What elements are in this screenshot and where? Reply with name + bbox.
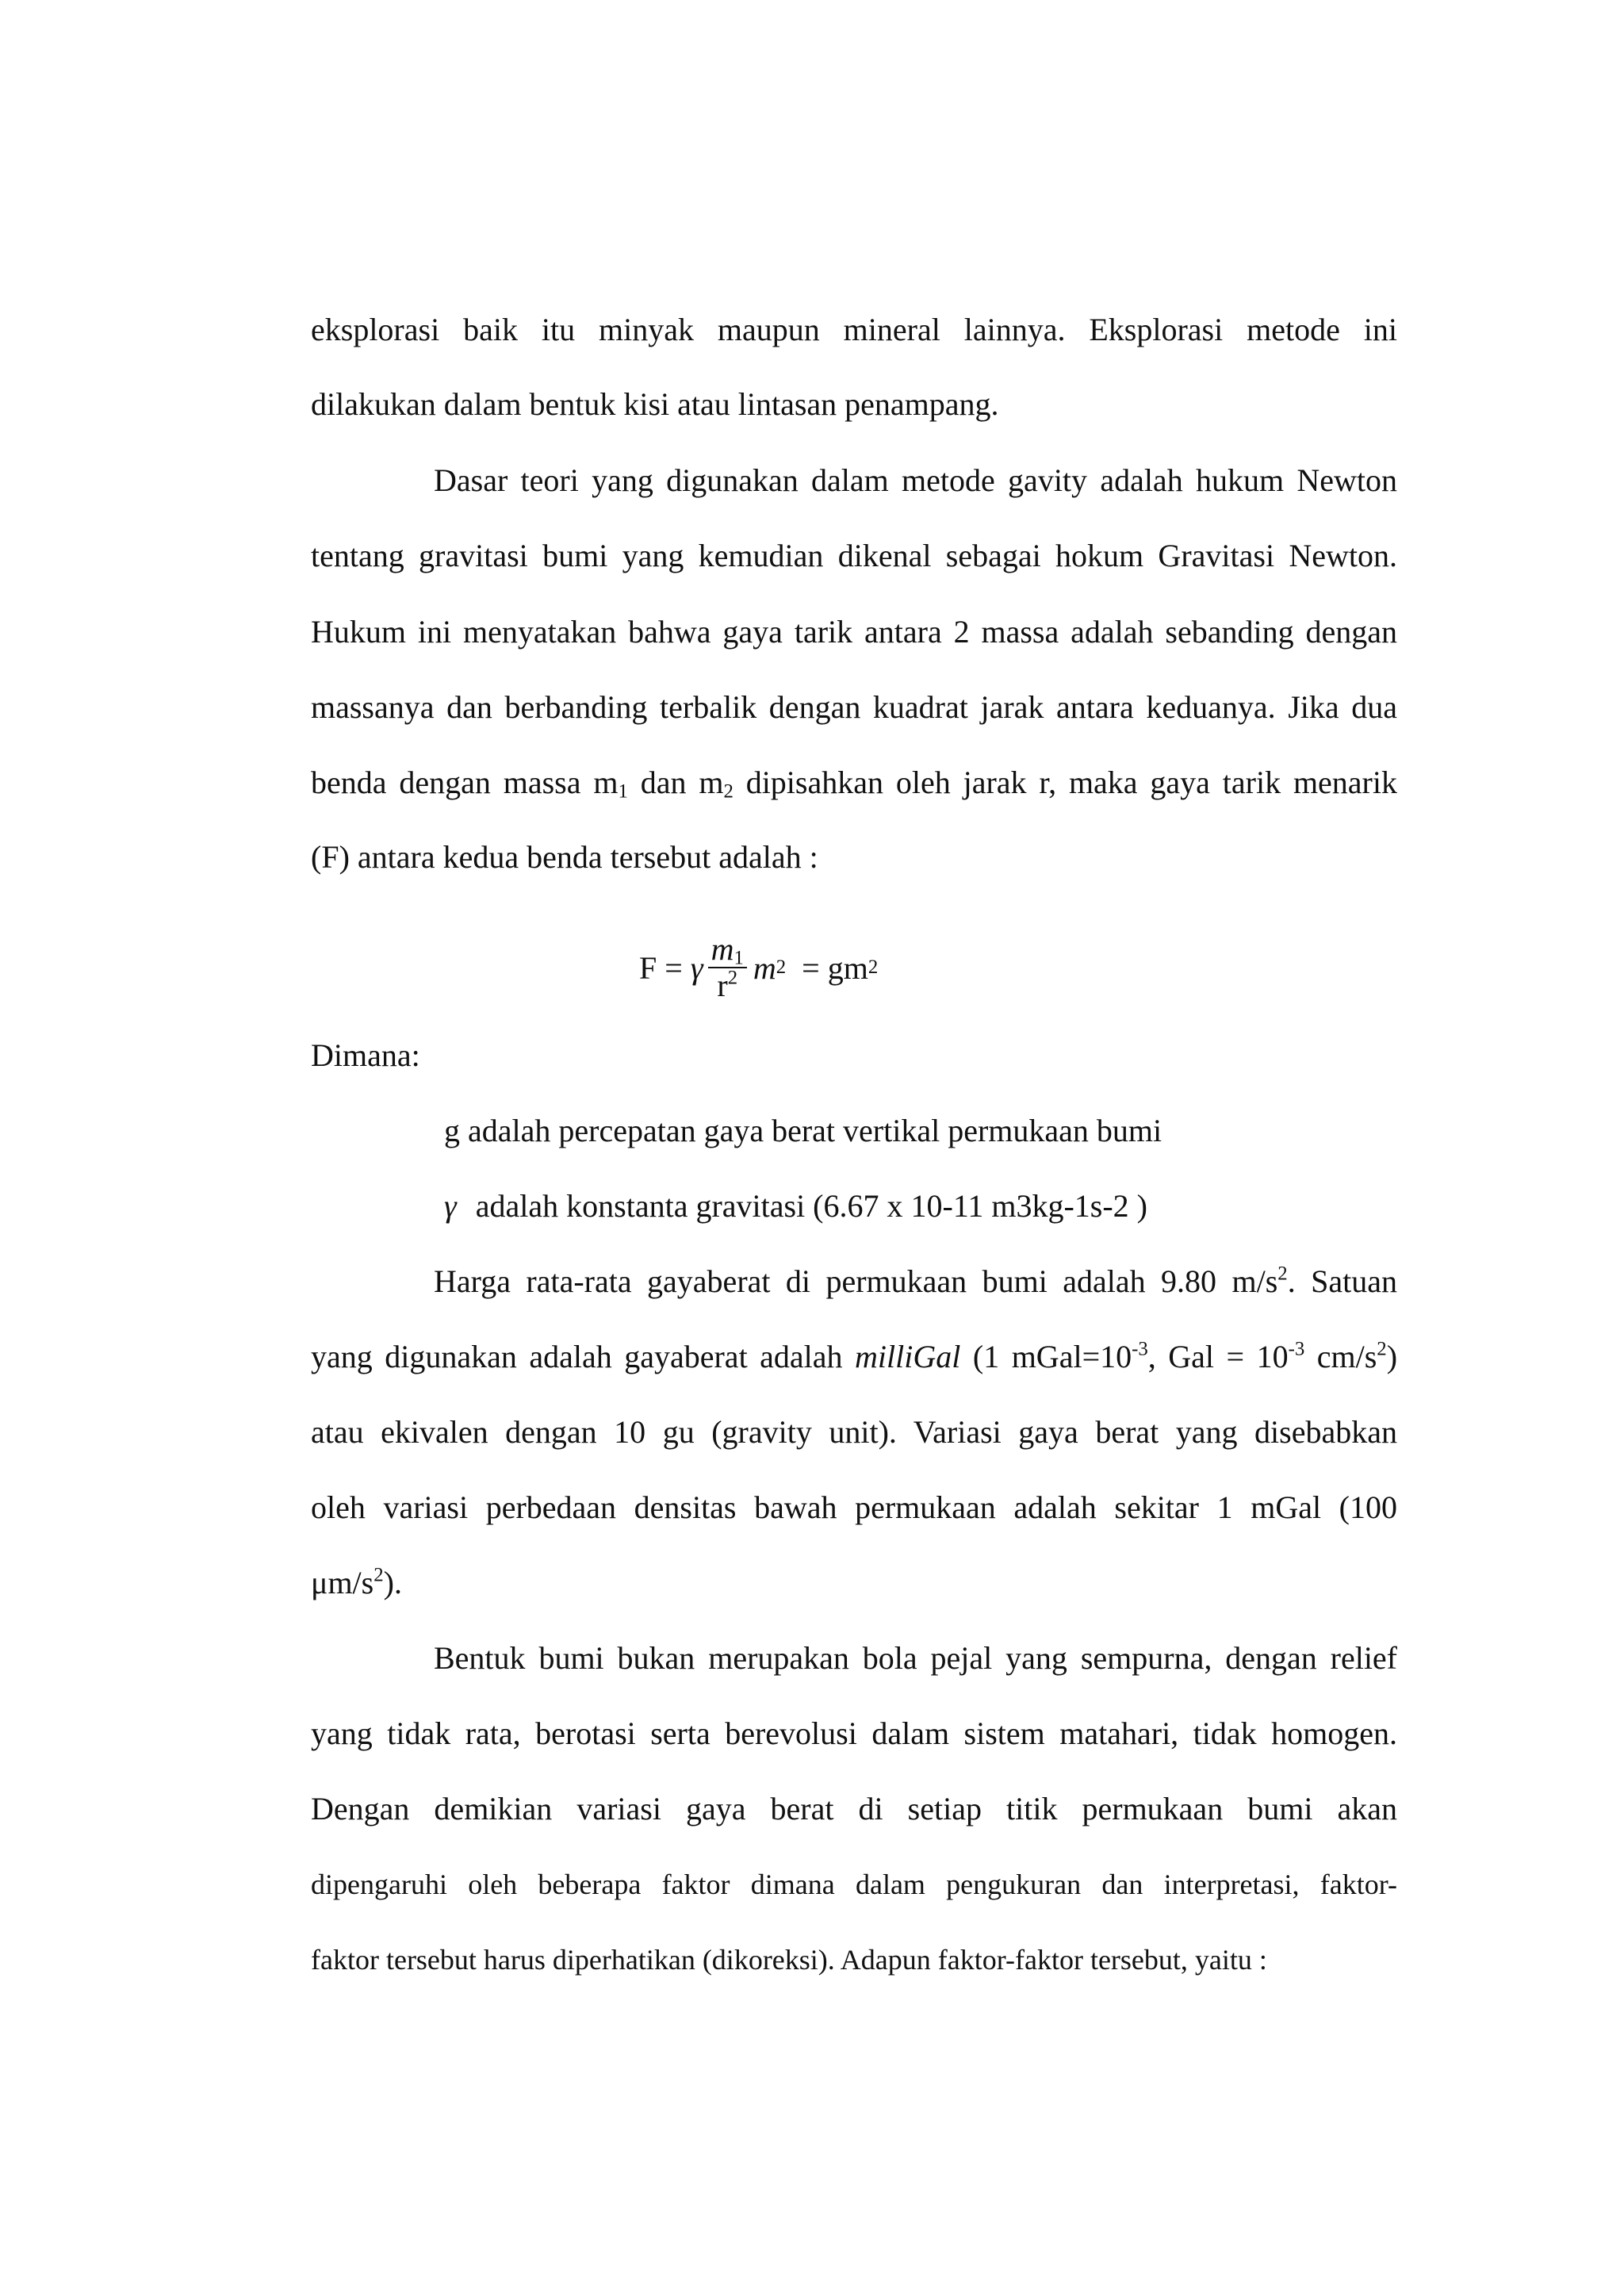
- eq-gm: gm: [827, 949, 868, 986]
- paragraph-4-line-1: Bentuk bumi bukan merupakan bola pejal yang sempurna, dengan relief: [434, 1640, 1397, 1676]
- paragraph-2-line-5: [311, 764, 1397, 802]
- eq-equals-2: =: [802, 949, 820, 986]
- superscript: 2: [1277, 1263, 1288, 1285]
- paragraph-3-line-3: atau ekivalen dengan 10 gu (gravity unit). Variasi gaya berat yang disebabkan: [311, 1414, 1397, 1450]
- paragraph-2-line-4: massanya dan berbanding terbalik dengan kuadrat jarak antara keduanya. Jika dua: [311, 689, 1397, 725]
- superscript: 2: [373, 1564, 384, 1586]
- text-segment: cm/s: [1304, 1339, 1377, 1374]
- eq-lhs: F: [639, 949, 657, 986]
- text-segment: ).: [383, 1565, 402, 1600]
- paragraph-3-line-4: oleh variasi perbedaan densitas bawah permukaan adalah sekitar 1 mGal (100: [311, 1489, 1397, 1525]
- text-segment: benda dengan massa m: [311, 765, 619, 800]
- eq-denominator: [717, 968, 737, 1002]
- unit-italic: milliGal: [855, 1339, 961, 1374]
- text-segment: , Gal = 10: [1147, 1339, 1289, 1374]
- paragraph-4-line-3: Dengan demikian variasi gaya berat di setiap titik permukaan bumi akan: [311, 1791, 1397, 1826]
- where-item-g: g adalah percepatan gaya berat vertikal permukaan bumi: [444, 1113, 1162, 1148]
- paragraph-2-line-1: Dasar teori yang digunakan dalam metode gavity adalah hukum Newton: [434, 462, 1397, 498]
- text-segment: yang digunakan adalah gayaberat adalah: [311, 1339, 856, 1374]
- paragraph-4-line-5: faktor tersebut harus diperhatikan (dikoreksi). Adapun faktor-faktor tersebut, yaitu :: [311, 1944, 1267, 1976]
- text-segment: μm/s: [311, 1565, 374, 1600]
- where-item-gamma: [444, 1187, 1396, 1225]
- superscript: -3: [1132, 1338, 1148, 1360]
- paragraph-1-line-1: eksplorasi baik itu minyak maupun mineral lainnya. Eksplorasi metode ini: [311, 312, 1397, 347]
- eq-num-m: m: [710, 931, 734, 967]
- subscript: 2: [723, 780, 733, 803]
- eq-gamma: γ: [690, 949, 703, 986]
- eq-equals: =: [665, 949, 683, 986]
- paragraph-4-line-4: dipengaruhi oleh beberapa faktor dimana dalam pengukuran dan interpretasi, faktor-: [311, 1869, 1397, 1900]
- eq-num-sub: 1: [733, 947, 744, 969]
- paragraph-2-line-2: tentang gravitasi bumi yang kemudian dikenal sebagai hokum Gravitasi Newton.: [311, 538, 1397, 573]
- text-segment: dan m: [627, 765, 724, 800]
- gamma-description: adalah konstanta gravitasi (6.67 x 10-11 m3kg-1s-2 ): [475, 1188, 1147, 1224]
- where-label: Dimana:: [311, 1037, 420, 1073]
- text-segment: . Satuan: [1287, 1263, 1397, 1299]
- eq-den-sup: 2: [727, 967, 738, 989]
- gravity-equation: F = γ $\frac{m_1}{r^2}$ m 2 = gm 2: [639, 931, 879, 1003]
- paragraph-3-line-1: [434, 1263, 1397, 1301]
- eq-m: m: [753, 949, 776, 986]
- text-segment: ): [1386, 1339, 1398, 1374]
- paragraph-2-line-3: Hukum ini menyatakan bahwa gaya tarik antara 2 massa adalah sebanding dengan: [311, 614, 1397, 650]
- paragraph-3-line-2: [311, 1338, 1397, 1376]
- gamma-symbol: γ: [444, 1188, 457, 1224]
- paragraph-2-line-6: (F) antara kedua benda tersebut adalah :: [311, 839, 818, 875]
- text-segment: dipisahkan oleh jarak r, maka gaya tarik menarik: [733, 765, 1397, 800]
- eq-fraction: [708, 933, 747, 1002]
- superscript: -3: [1288, 1338, 1305, 1360]
- paragraph-4-line-2: yang tidak rata, berotasi serta berevolusi dalam sistem matahari, tidak homogen.: [311, 1715, 1397, 1751]
- paragraph-3-line-5: [311, 1564, 1397, 1602]
- eq-den-r: r: [717, 968, 728, 1003]
- paragraph-1-line-2: dilakukan dalam bentuk kisi atau lintasan penampang.: [311, 386, 999, 422]
- text-segment: Harga rata-rata gayaberat di permukaan bumi adalah 9.80 m/s: [434, 1263, 1278, 1299]
- subscript: 1: [618, 780, 628, 803]
- superscript: 2: [1377, 1338, 1387, 1360]
- text-segment: (1 mGal=10: [960, 1339, 1132, 1374]
- eq-numerator: [708, 933, 747, 968]
